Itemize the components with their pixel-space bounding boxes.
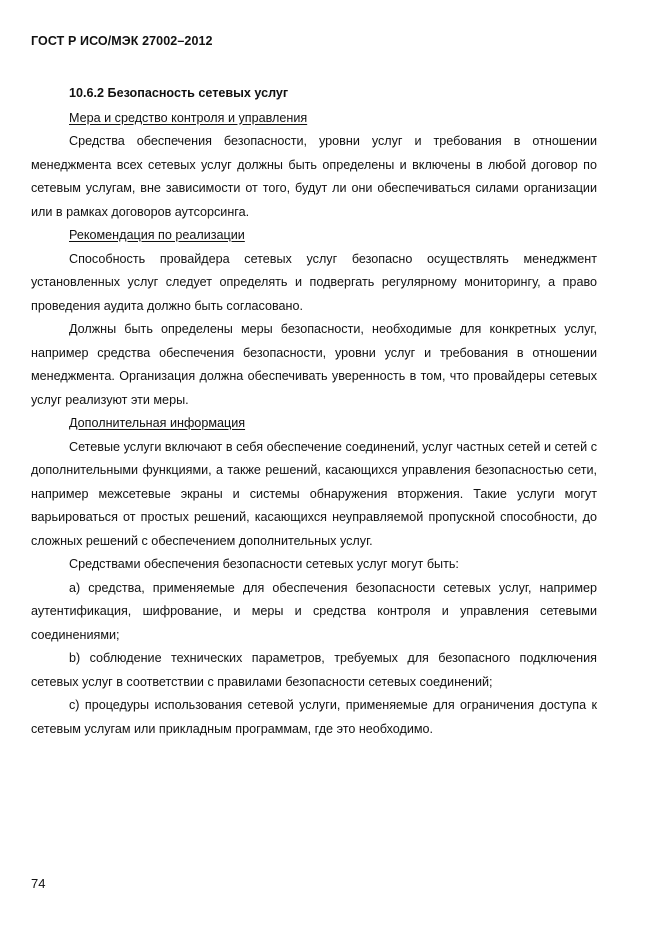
subheading-guidance-text: Рекомендация по реализации xyxy=(69,228,245,242)
subheading-other xyxy=(31,412,597,436)
paragraph-guidance-2: Должны быть определены меры безопасности, необходимые для конкретных услуг, например средства обеспечения безопасности, уровни услуг и требования в отношении менеджмента. Организация должна обеспечивать уверенность в том, что провайдеры сетевых услуг реализуют эти меры. xyxy=(31,322,597,407)
subheading-guidance xyxy=(31,224,597,248)
paragraph-other-1: Сетевые услуги включают в себя обеспечение соединений, услуг частных сетей и сетей с дополнительными функциями, а также решений, касающихся управления безопасностью сети, например межсетевые экраны и системы обнаружения вторжения. Такие услуги могут варьироваться от простых решений, касающихся неуправляемой пропускной способности, до сложных решений с обеспечением дополнительных услуг. xyxy=(31,439,597,548)
list-item-c: c) процедуры использования сетевой услуги, применяемые для ограничения доступа к сетевым услугам или прикладным программам, где это необходимо. xyxy=(31,698,597,736)
paragraph-control: Средства обеспечения безопасности, уровни услуг и требования в отношении менеджмента всех сетевых услуг должны быть определены и включены в любой договор по сетевым услугам, вне зависимости от того, будут ли они обеспечиваться силами организации или в рамках договоров аутсорсинга. xyxy=(31,134,597,219)
subheading-control-text: Мера и средство контроля и управления xyxy=(69,110,308,125)
paragraph-other-2: Средствами обеспечения безопасности сетевых услуг могут быть: xyxy=(69,557,459,571)
list-item-b: b) соблюдение технических параметров, требуемых для безопасного подключения сетевых услуг в соответствии с правилами безопасности сетевых соединений; xyxy=(31,651,597,689)
page-content xyxy=(31,82,597,741)
list-item-a: а) средства, применяемые для обеспечения безопасности сетевых услуг, например аутентификация, шифрование, и меры и средства контроля и управления сетевыми соединениями; xyxy=(31,580,597,642)
paragraph-guidance-1: Способность провайдера сетевых услуг безопасно осуществлять менеджмент установленных услуг следует определять и подвергать регулярному мониторингу, а право проведения аудита должно быть согласовано. xyxy=(31,251,597,313)
subheading-other-text: Дополнительная информация xyxy=(69,416,246,430)
document-header: ГОСТ Р ИСО/МЭК 27002–2012 xyxy=(31,34,213,48)
subheading-control xyxy=(31,107,597,131)
section-title: 10.6.2 Безопасность сетевых услуг xyxy=(69,86,289,100)
page-number: 74 xyxy=(31,876,46,891)
